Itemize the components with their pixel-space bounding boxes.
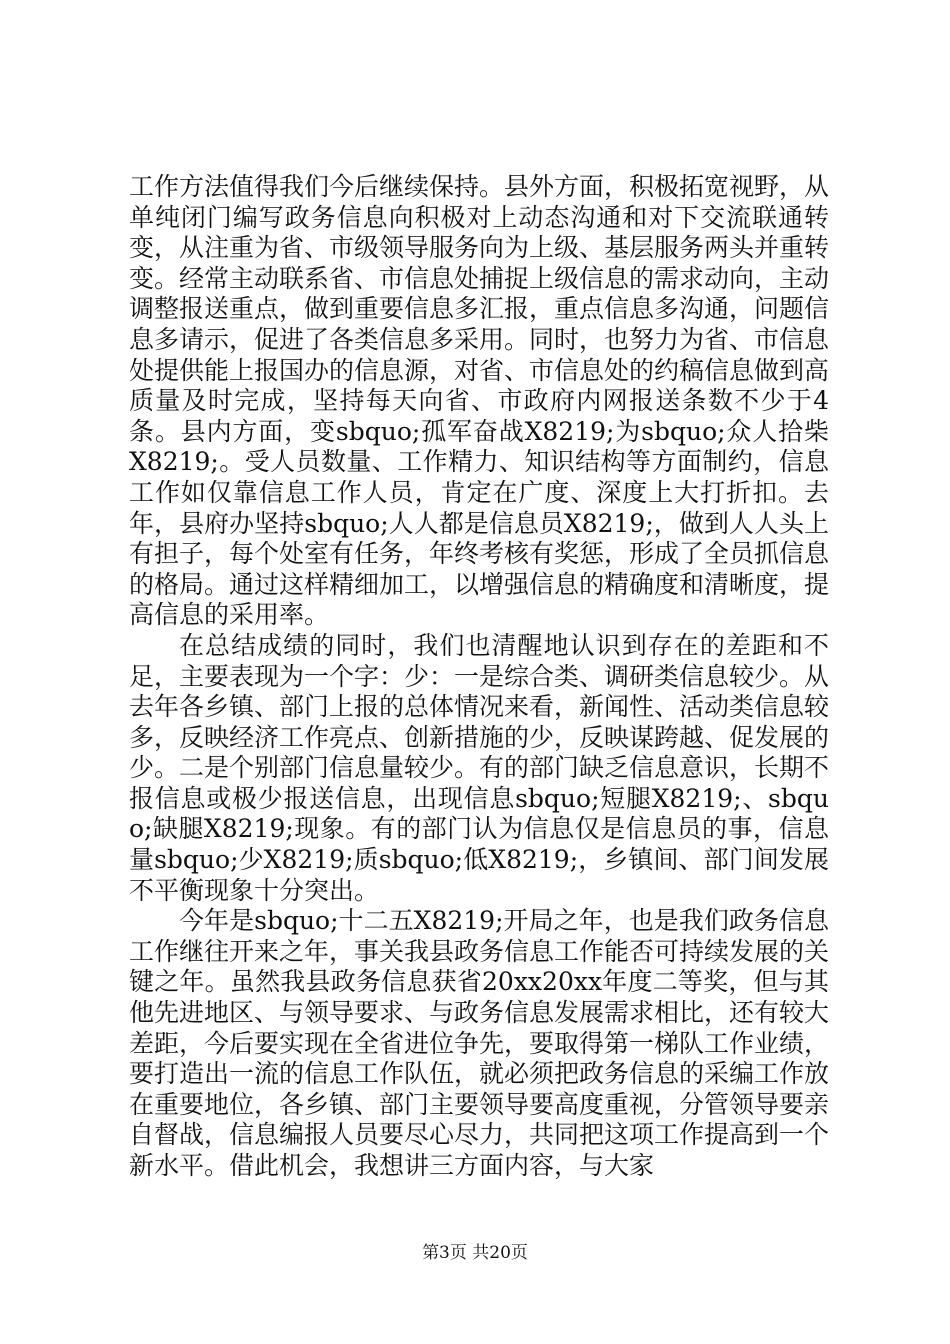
paragraph-3: 今年是sbquo;十二五X8219;开局之年，也是我们政务信息工作继往开来之年，事关我县政务信息工作能否可持续发展的关键之年。虽然我县政务信息获省20xx20xx年度二等奖，但与其他先进地区、与领导要求、与政务信息发展需求相比，还有较大差距，今后要实现在全省进位争先，要取得第一梯队工作业绩，要打造出一流的信息工作队伍，就必须把政务信息的采编工作放在重要地位，各乡镇、部门主要领导要高度重视，分管领导要亲自督战，信息编报人员要尽心尽力，共同把这项工作提高到一个新水平。借此机会，我想讲三方面内容，与大家	[129, 906, 830, 1180]
document-body	[129, 172, 829, 1182]
paragraph-1: 工作方法值得我们今后继续保持。县外方面，积极拓宽视野，从单纯闭门编写政务信息向积极对上动态沟通和对下交流联通转变，从注重为省、市级领导服务向为上级、基层服务两头并重转变。经常主动联系省、市信息处捕捉上级信息的需求动向，主动调整报送重点，做到重要信息多汇报，重点信息多沟通，问题信息多请示，促进了各类信息多采用。同时，也努力为省、市信息处提供能上报国办的信息源，对省、市信息处的约稿信息做到高质量及时完成，坚持每天向省、市政府内网报送条数不少于4条。县内方面，变sbquo;孤军奋战X8219;为sbquo;众人拾柴X8219;。受人员数量、工作精力、知识结构等方面制约，信息工作如仅靠信息工作人员，肯定在广度、深度上大打折扣。去年，县府办坚持sbquo;人人都是信息员X8219;，做到人人头上有担子，每个处室有任务，年终考核有奖惩，形成了全员抓信息的格局。通过这样精细加工，以增强信息的精确度和清晰度，提高信息的采用率。	[129, 172, 830, 630]
paragraph-2: 在总结成绩的同时，我们也清醒地认识到存在的差距和不足，主要表现为一个字：少：一是综合类、调研类信息较少。从去年各乡镇、部门上报的总体情况来看，新闻性、活动类信息较多，反映经济工作亮点、创新措施的少，反映谋跨越、促发展的少。二是个别部门信息量较少。有的部门缺乏信息意识，长期不报信息或极少报送信息，出现信息sbquo;短腿X8219;、sbquo;缺腿X8219;现象。有的部门认为信息仅是信息员的事，信息量sbquo;少X8219;质sbquo;低X8219;，乡镇间、部门间发展不平衡现象十分突出。	[129, 630, 830, 905]
page-number-footer: 第3页 共20页	[422, 1243, 528, 1263]
